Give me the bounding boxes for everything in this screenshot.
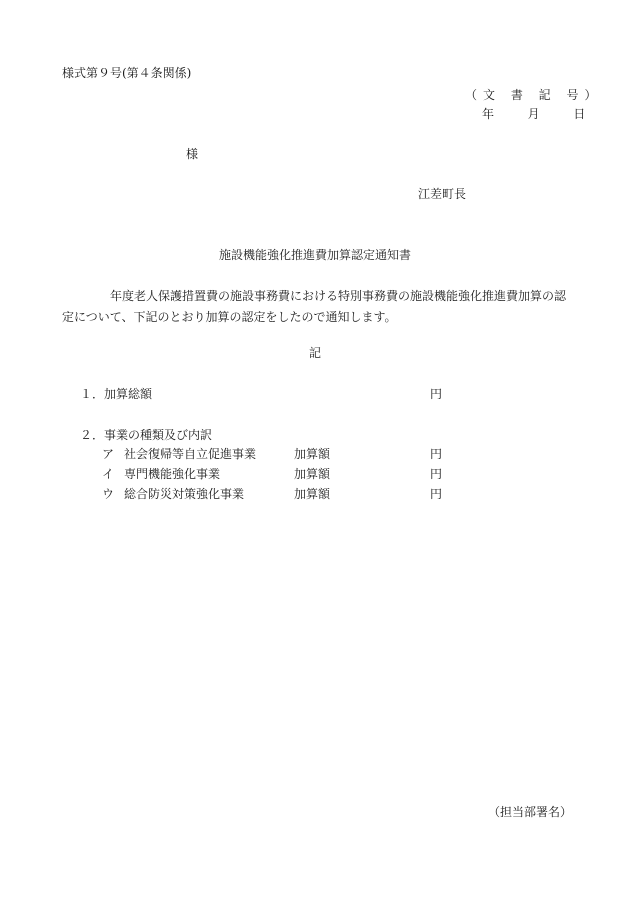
document-code: （文 書 記 号）: [465, 88, 603, 102]
detail-row: [102, 466, 442, 482]
detail-yen: 円: [430, 487, 443, 501]
document-date: [482, 106, 585, 122]
total-label: １．加算総額: [80, 387, 153, 401]
detail-name: 総合防災対策強化事業: [124, 487, 245, 501]
detail-yen: 円: [430, 447, 443, 461]
detail-amount-label: 加算額: [294, 467, 331, 481]
department-name: （担当部署名）: [488, 805, 573, 819]
addressee: 様: [186, 147, 199, 161]
details-label: ２．事業の種類及び内訳: [80, 428, 213, 442]
form-number: 様式第９号(第４条関係): [62, 66, 192, 80]
total-yen: 円: [430, 387, 443, 401]
detail-row: [102, 446, 442, 462]
detail-row: [102, 486, 442, 502]
detail-mark: ウ: [102, 487, 115, 501]
detail-name: 社会復帰等自立促進事業: [124, 447, 257, 461]
detail-yen: 円: [430, 467, 443, 481]
date-year: 年: [482, 107, 495, 121]
detail-mark: ア: [102, 447, 115, 461]
detail-amount-label: 加算額: [294, 487, 331, 501]
detail-name: 専門機能強化事業: [124, 467, 221, 481]
detail-mark: イ: [102, 467, 115, 481]
document-title: 施設機能強化推進費加算認定通知書: [218, 248, 411, 262]
ki-heading: 記: [308, 346, 321, 360]
date-day: 日: [573, 107, 586, 121]
detail-amount-label: 加算額: [294, 447, 331, 461]
sender: 江差町長: [418, 187, 467, 201]
body-text: 年度老人保護措置費の施設事務費における特別事務費の施設機能強化推進費加算の認定について、下記のとおり加算の認定をしたので通知します。: [62, 289, 567, 324]
date-month: 月: [527, 107, 540, 121]
